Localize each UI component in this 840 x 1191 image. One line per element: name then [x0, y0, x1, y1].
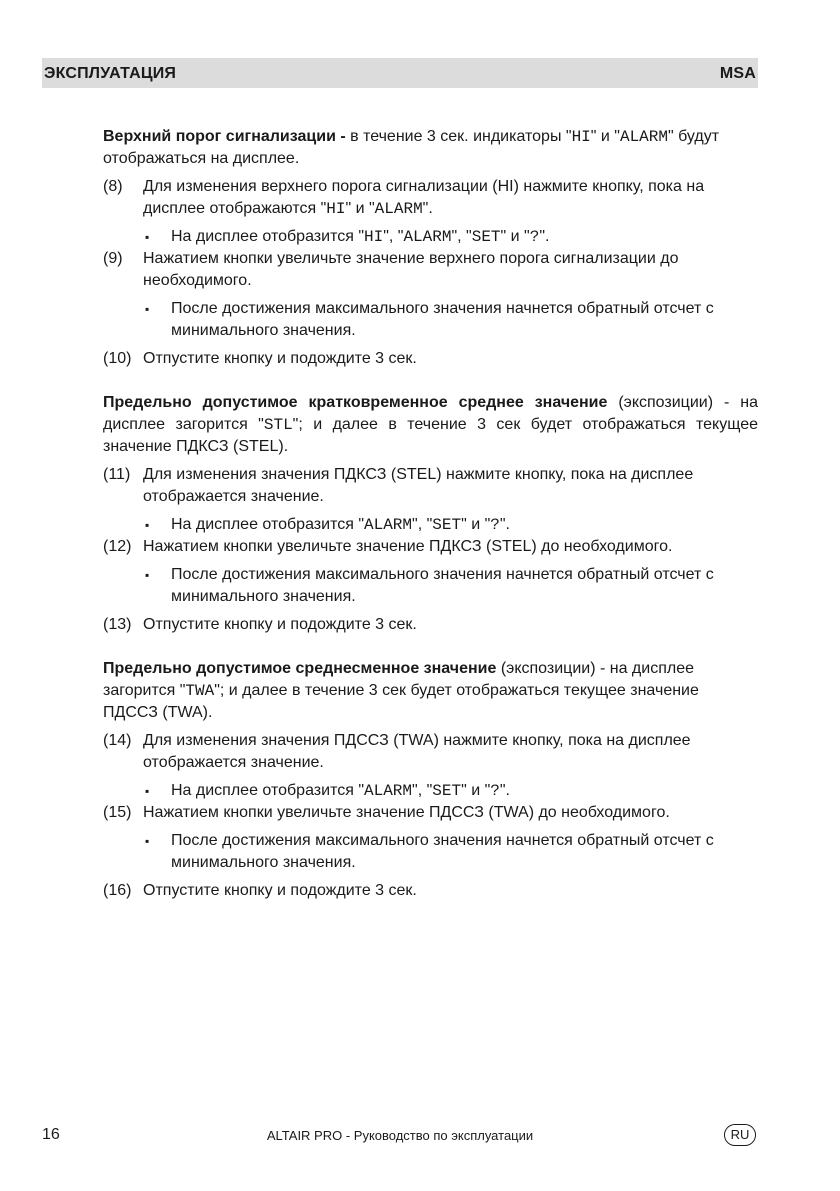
bullet-9: ▪ После достижения максимального значения начнется обратный отсчет с минимального значения.: [145, 300, 714, 339]
step-15: (15) Нажатием кнопки увеличьте значение ПДССЗ (TWA) до необходимого.: [103, 804, 670, 821]
step-16: (16) Отпустите кнопку и подождите 3 сек.: [103, 882, 417, 899]
step-12: (12) Нажатием кнопки увеличьте значение ПДКСЗ (STEL) до необходимого.: [103, 538, 673, 555]
bullet-icon: ▪: [145, 518, 150, 532]
bullet-icon: ▪: [145, 568, 150, 582]
hi-threshold-intro: Верхний порог сигнализации - в течение 3 сек. индикаторы "HI" и "ALARM" будут отображаться на дисплее.: [103, 128, 720, 167]
step-9: (9) Нажатием кнопки увеличьте значение верхнего порога сигнализации до необходимого.: [103, 250, 679, 289]
section-header-bar: [42, 58, 758, 88]
document-body: [103, 126, 758, 902]
step-8: (8) Для изменения верхнего порога сигнализации (HI) нажмите кнопку, пока на дисплее отображаются "HI" и "ALARM".: [103, 178, 705, 218]
step-10: (10) Отпустите кнопку и подождите 3 сек.: [103, 350, 417, 367]
bullet-icon: ▪: [145, 302, 150, 316]
bullet-12: ▪ После достижения максимального значения начнется обратный отсчет с минимального значения.: [145, 566, 714, 605]
brand-label: MSA: [719, 65, 756, 82]
bullet-icon: ▪: [145, 230, 150, 244]
bullet-icon: ▪: [145, 834, 150, 848]
page-number: 16: [42, 1126, 60, 1143]
twa-intro: Предельно допустимое среднесменное значение (экспозиции) - на дисплее загорится "TWA"; и далее в течение 3 сек будет отображаться текущее значение ПДССЗ (TWA).: [103, 660, 699, 721]
bullet-14: ▪ На дисплее отобразится "ALARM", "SET" и "?".: [145, 782, 510, 800]
document-title: ALTAIR PRO - Руководство по эксплуатации: [266, 1128, 534, 1143]
section-title: ЭКСПЛУАТАЦИЯ: [44, 65, 177, 82]
step-14: (14) Для изменения значения ПДССЗ (TWA) нажмите кнопку, пока на дисплее отображается значение.: [103, 732, 691, 771]
step-11: (11) Для изменения значения ПДКСЗ (STEL) нажмите кнопку, пока на дисплее отображается значение.: [103, 466, 694, 505]
stel-intro: Предельно допустимое кратковременное среднее значение (экспозиции) - на дисплее загорится "STL"; и далее в течение 3 сек будет отображаться текущее значение ПДКСЗ (STEL).: [103, 394, 759, 455]
bullet-15: ▪ После достижения максимального значения начнется обратный отсчет с минимального значения.: [145, 832, 714, 871]
bullet-icon: ▪: [145, 784, 150, 798]
language-badge: RU: [724, 1124, 756, 1146]
step-13: (13) Отпустите кнопку и подождите 3 сек.: [103, 616, 417, 633]
bullet-11: ▪ На дисплее отобразится "ALARM", "SET" и "?".: [145, 516, 510, 534]
bullet-8: ▪ На дисплее отобразится "HI", "ALARM", "SET" и "?".: [145, 228, 550, 246]
